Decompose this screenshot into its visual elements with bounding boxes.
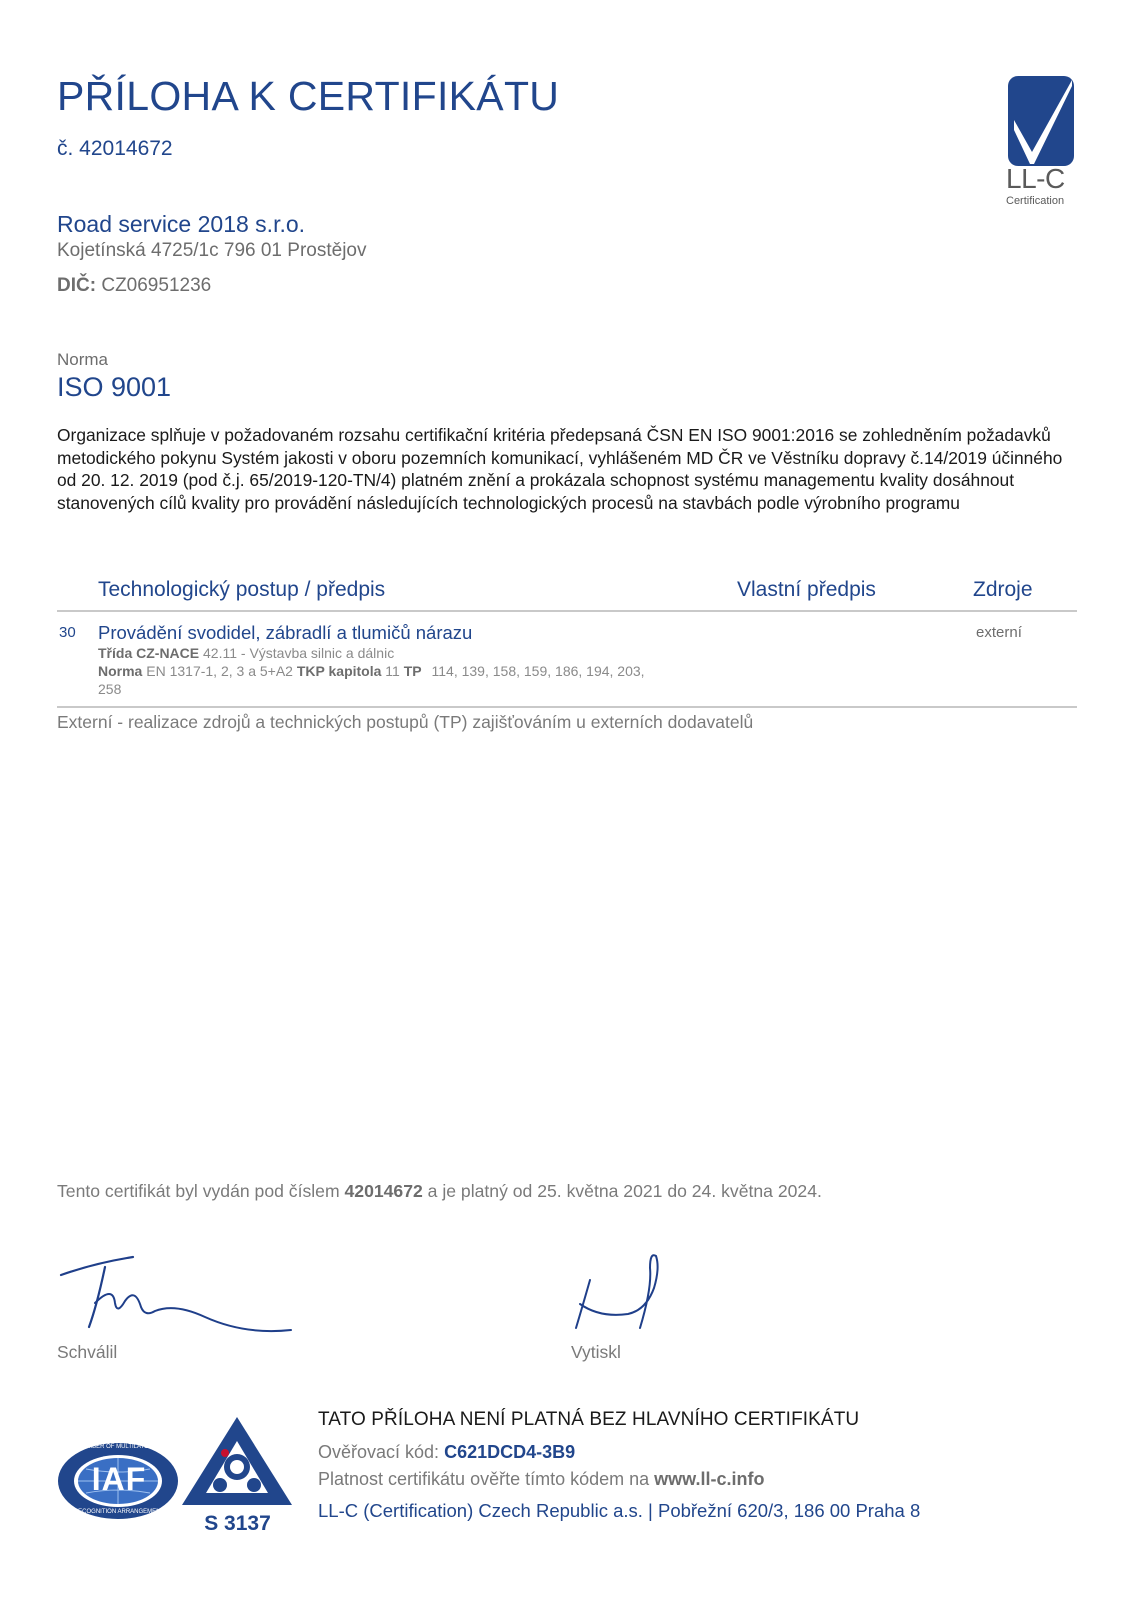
page-title: PŘÍLOHA K CERTIFIKÁTU (57, 73, 560, 119)
company-name: Road service 2018 s.r.o. (57, 211, 306, 237)
row-tkp-label: TKP kapitola (296, 663, 382, 679)
iaf-logo (56, 1441, 181, 1521)
row-norm-label: Norma (98, 663, 143, 679)
iaf-ring-top: MEMBER OF MULTILATERAL (78, 1444, 160, 1450)
approver-signature (55, 1245, 305, 1345)
column-header-procedure: Technologický postup / předpis (98, 578, 386, 601)
check-line (318, 1469, 765, 1490)
row-class (98, 645, 394, 661)
llc-logo (1004, 72, 1084, 212)
iaf-text: IAF (91, 1461, 147, 1497)
validity-suffix: a je platný od 25. května 2021 do 24. května 2024. (427, 1181, 822, 1201)
printer-signature (570, 1248, 680, 1343)
footer-notice: TATO PŘÍLOHA NENÍ PLATNÁ BEZ HLAVNÍHO CERTIFIKÁTU (318, 1409, 860, 1430)
accreditation-logo (180, 1413, 295, 1533)
accreditation-code: S 3137 (204, 1512, 271, 1535)
validity-statement (57, 1181, 822, 1202)
row-tp-continuation: 258 (98, 681, 122, 697)
row-class-label: Třída CZ-NACE (98, 645, 200, 661)
row-norms (98, 663, 645, 679)
footer-company-address: LL-C (Certification) Czech Republic a.s. | Pobřežní 620/3, 186 00 Praha 8 (318, 1500, 921, 1521)
norm-value: ISO 9001 (57, 372, 172, 402)
row-number: 30 (59, 624, 76, 641)
check-site-link[interactable]: www.ll-c.info (654, 1469, 765, 1489)
intro-paragraph: Organizace splňuje v požadovaném rozsahu certifikační kritéria předepsaná ČSN EN ISO 9001:2016 se zohledněním požadavků metodického pokynu Systém jakosti v oboru pozemních komunikací, vyhlášeném MD ČR ve Věstníku dopravy č.14/2019 účinného od 20. 12. 2019 (pod č.j. 65/2019-120-TN/4) platném znění a prokázala schopnost systému managementu kvality dosáhnout stanovených cílů kvality pro provádění následujících technologických procesů na stavbách podle výrobního programu (57, 425, 1063, 513)
row-norm-value: EN 1317-1, 2, 3 a 5+A2 (146, 663, 293, 679)
row-source: externí (976, 624, 1022, 641)
verification-label: Ověřovací kód: (318, 1442, 440, 1462)
certificate-number: č. 42014672 (57, 137, 173, 160)
verification-line (318, 1442, 575, 1463)
row-tp-label: TP (403, 663, 422, 679)
llc-logo-subtitle: Certification (1006, 195, 1065, 207)
row-title: Provádění svodidel, zábradlí a tlumičů nárazu (98, 622, 473, 643)
norm-label: Norma (57, 350, 109, 369)
verification-code: C621DCD4-3B9 (444, 1442, 576, 1462)
table-header-divider (57, 610, 1077, 612)
validity-prefix: Tento certifikát byl vydán pod číslem (57, 1181, 340, 1201)
row-tkp-value: 11 (385, 663, 400, 679)
company-dic (57, 275, 211, 297)
printed-label: Vytiskl (571, 1342, 621, 1362)
llc-logo-text: LL-C (1006, 163, 1065, 194)
column-header-sources: Zdroje (973, 578, 1033, 601)
check-text: Platnost certifikátu ověřte tímto kódem na (318, 1469, 650, 1489)
column-header-own-rule: Vlastní předpis (737, 578, 876, 601)
validity-number: 42014672 (344, 1181, 423, 1201)
table-bottom-divider (57, 706, 1077, 708)
dic-label: DIČ: (57, 275, 97, 296)
row-class-value: 42.11 - Výstavba silnic a dálnic (203, 645, 395, 661)
dic-value: CZ06951236 (101, 275, 212, 296)
approved-label: Schválil (57, 1342, 118, 1362)
accreditation-triangle-icon (180, 1413, 295, 1513)
table-footnote: Externí - realizace zdrojů a technických postupů (TP) zajišťováním u externích dodavatelů (57, 712, 754, 732)
company-address: Kojetínská 4725/1c 796 01 Prostějov (57, 240, 367, 261)
row-tp-value: 114, 139, 158, 159, 186, 194, 203, (431, 663, 645, 679)
iaf-ring-bottom: RECOGNITION ARRANGEMENT (73, 1509, 165, 1515)
